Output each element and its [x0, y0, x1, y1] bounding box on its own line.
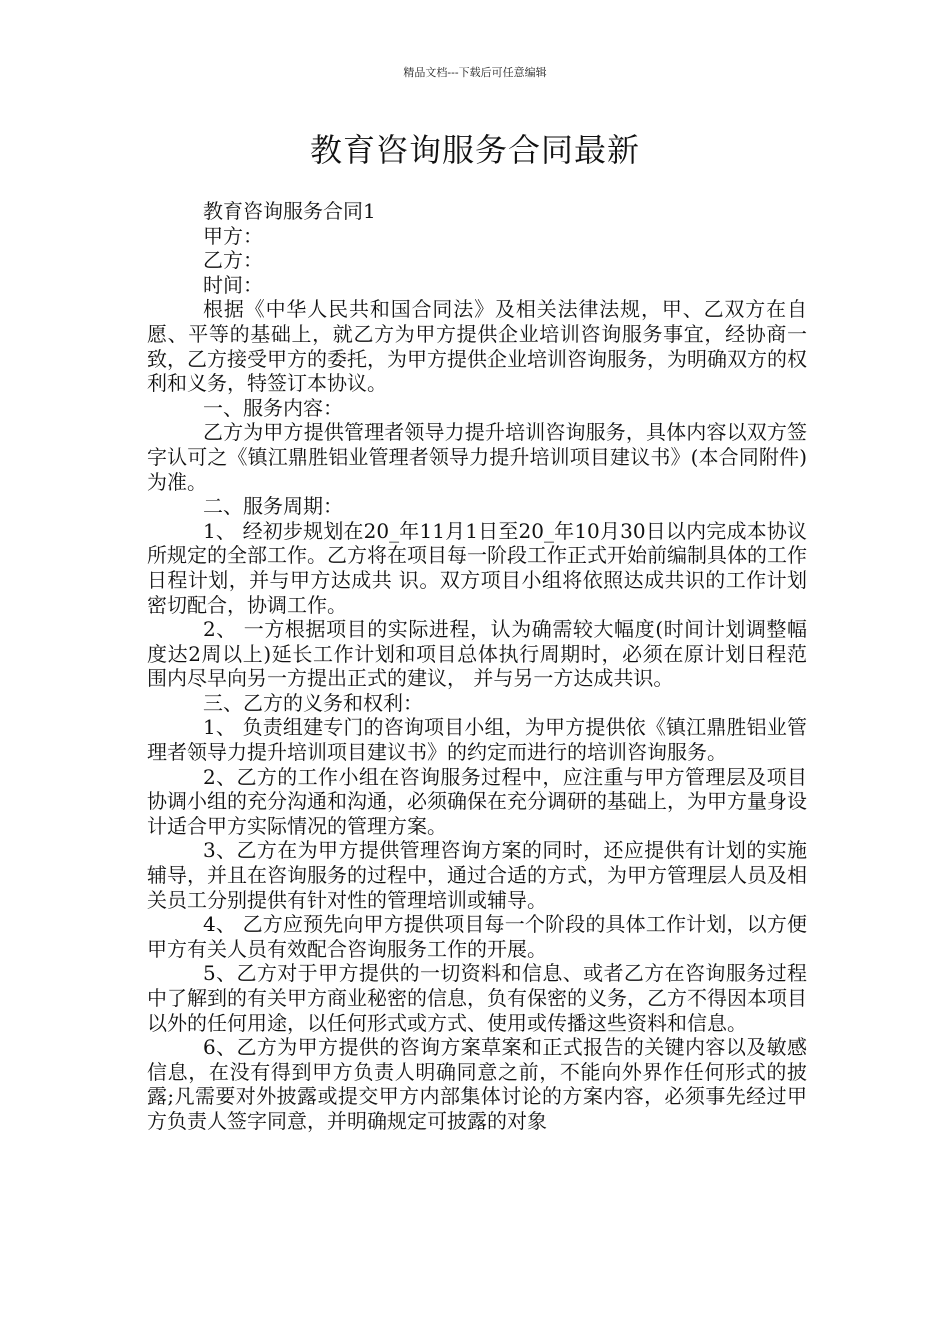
obligation-clause-6: 6、乙方为甲方提供的咨询方案草案和正式报告的关键内容以及敏感信息，在没有得到甲方负责人明确同意之前，不能向外界作任何形式的披露;凡需要对外披露或提交甲方内部集体讨论的方案内容，必须事先经过甲方负责人签字同意，并明确规定可披露的对象: [147, 1035, 807, 1133]
service-content-paragraph: 乙方为甲方提供管理者领导力提升培训咨询服务，具体内容以双方签字认可之《镇江鼎胜铝业管理者领导力提升培训项目建议书》(本合同附件)为准。: [147, 420, 807, 494]
section-heading-service-content: 一、服务内容：: [203, 395, 343, 420]
party-a-line: 甲方：: [203, 223, 263, 248]
period-clause-1: 1、 经初步规划在20_年11月1日至20_年10月30日以内完成本协议所规定的全部工作。乙方将在项目每一阶段工作正式开始前编制具体的工作日程计划，并与甲方达成共 识。双方项目小组将依照达成共识的工作计划密切配合，协调工作。: [147, 518, 807, 617]
date-line: 时间：: [203, 272, 263, 297]
document-body: [147, 199, 807, 1134]
obligation-clause-4: 4、 乙方应预先向甲方提供项目每一个阶段的具体工作计划，以方便甲方有关人员有效配合咨询服务工作的开展。: [147, 912, 807, 961]
party-b-line: 乙方：: [203, 248, 263, 273]
period-clause-2: 2、 一方根据项目的实际进程，认为确需较大幅度(时间计划调整幅度达2周以上)延长工作计划和项目总体执行周期时，必须在原计划日程范围内尽早向另一方提出正式的建议， 并与另一方达成共识。: [147, 617, 807, 691]
obligation-clause-2: 2、乙方的工作小组在咨询服务过程中，应注重与甲方管理层及项目协调小组的充分沟通和沟通，必须确保在充分调研的基础上，为甲方量身设计适合甲方实际情况的管理方案。: [147, 764, 807, 838]
document-title: 教育咨询服务合同最新: [309, 131, 640, 169]
section-heading-service-period: 二、服务周期：: [203, 494, 343, 519]
preamble-paragraph: 根据《中华人民共和国合同法》及相关法律法规，甲、乙双方在自愿、平等的基础上，就乙方为甲方提供企业培训咨询服务事宜，经协商一致，乙方接受甲方的委托，为甲方提供企业培训咨询服务，为明确双方的权利和义务，特签订本协议。: [147, 297, 807, 396]
obligation-clause-3: 3、乙方在为甲方提供管理咨询方案的同时，还应提供有计划的实施辅导，并且在咨询服务的过程中，通过合适的方式，为甲方管理层人员及相关员工分别提供有针对性的管理培训或辅导。: [147, 838, 807, 912]
header-note: 精品文档---下载后可任意编辑: [403, 66, 547, 79]
obligation-clause-1: 1、 负责组建专门的咨询项目小组，为甲方提供依《镇江鼎胜铝业管理者领导力提升培训项目建议书》的约定而进行的培训咨询服务。: [147, 715, 807, 765]
contract-subtitle: 教育咨询服务合同1: [203, 199, 376, 223]
section-heading-obligations: 三、乙方的义务和权利：: [203, 690, 423, 715]
obligation-clause-5: 5、乙方对于甲方提供的一切资料和信息、或者乙方在咨询服务过程中了解到的有关甲方商业秘密的信息，负有保密的义务，乙方不得因本项目以外的任何用途，以任何形式或方式、使用或传播这些资料和信息。: [147, 961, 807, 1035]
